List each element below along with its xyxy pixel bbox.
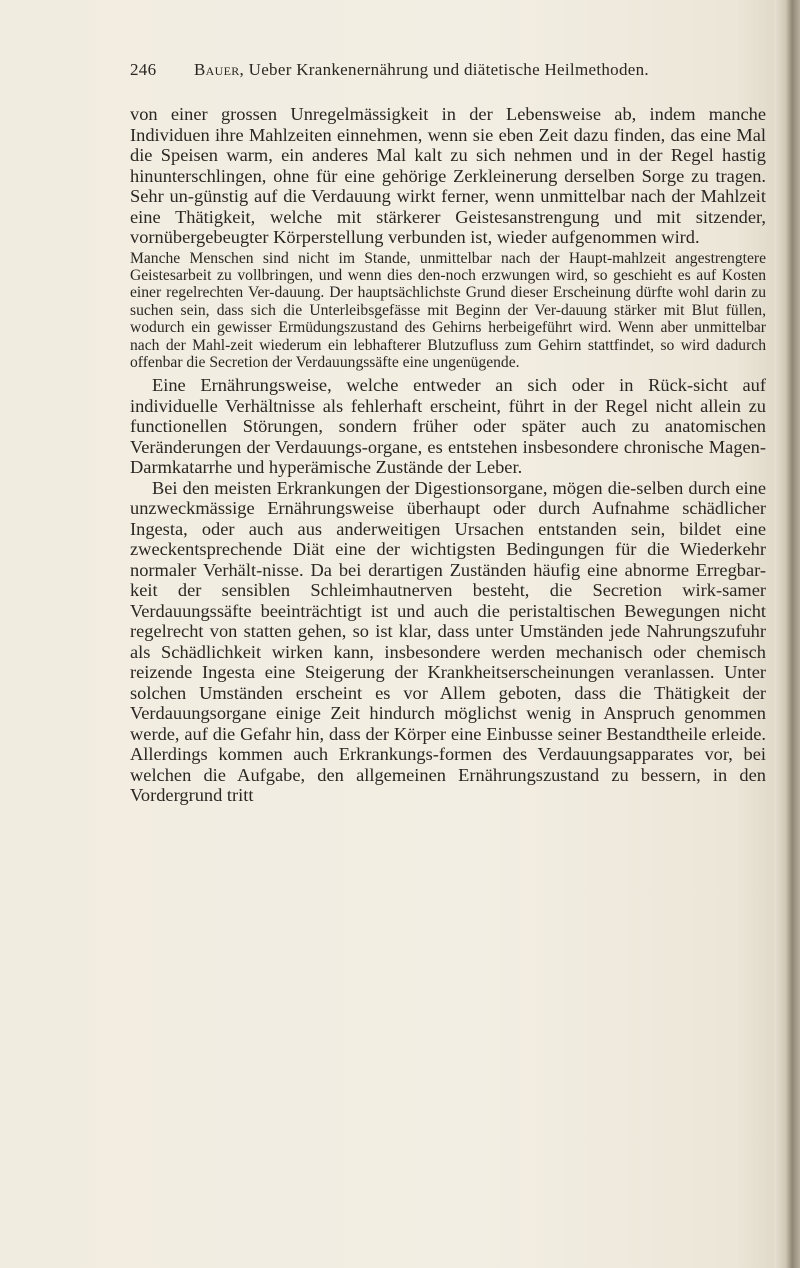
paragraph: Bei den meisten Erkrankungen der Digestionsorgane, mögen die-selben durch eine unzweckmässige Ernährungsweise überhaupt oder durch Aufnahme schädlicher Ingesta, oder auch aus anderweitigen Ursachen entstanden sein, bildet eine zweckentsprechende Diät eine der wichtigsten Bedingungen für die Wiederkehr normaler Verhält-nisse. Da bei derartigen Zuständen häufig eine abnorme Erregbar-keit der sensiblen Schleimhautnerven besteht, die Secretion wirk-samer Verdauungssäfte beeinträchtigt ist und auch die peristaltischen Bewegungen nicht regelrecht von statten gehen, so ist klar, dass unter Umständen jede Nahrungszufuhr als Schädlichkeit wirken kann, insbesondere werden mechanisch oder chemisch reizende Ingesta eine Steigerung der Krankheitserscheinungen veranlassen. Unter solchen Umständen erscheint es vor Allem geboten, dass die Thätigkeit der Verdauungsorgane einige Zeit hindurch möglichst wenig in Anspruch genommen werde, auf die Gefahr hin, dass der Körper eine Einbusse seiner Bestandtheile erleide. Allerdings kommen auch Erkrankungs-formen des Verdauungsapparates vor, bei welchen die Aufgabe, den allgemeinen Ernährungszustand zu bessern, in den Vordergrund tritt [130,477,766,806]
author-name: Bauer, [194,60,245,79]
paragraph: Eine Ernährungsweise, welche entweder an sich oder in Rück-sicht auf individuelle Verhältnisse als fehlerhaft erscheint, führt in der Regel nicht allein zu functionellen Störungen, sondern früher oder später auch zu anatomischen Veränderungen der Verdauungs-organe, es entstehen insbesondere chronische Magen-Darmkatarrhe und hyperämische Zustände der Leber. [130,375,766,478]
article-title: Ueber Krankenernährung und diätetische Heilmethoden. [248,60,649,79]
paragraph: von einer grossen Unregelmässigkeit in der Lebensweise ab, indem manche Individuen ihre Mahlzeiten einnehmen, wenn sie eben Zeit dazu finden, das eine Mal die Speisen warm, ein anderes Mal kalt zu sich nehmen und in der Regel hastig hinunterschlingen, ohne für eine gehörige Zerkleinerung derselben Sorge zu tragen. Sehr un-günstig auf die Verdauung wirkt ferner, wenn unmittelbar nach der Mahlzeit eine Thätigkeit, welche mit stärkerer Geistesanstrengung und mit sitzender, vornübergebeugter Körperstellung verbunden ist, wieder aufgenommen wird. [130,104,766,247]
running-title [194,60,649,80]
running-header [130,60,770,84]
body-text [130,104,766,806]
paragraph-small-print: Manche Menschen sind nicht im Stande, unmittelbar nach der Haupt-mahlzeit angestrengtere Geistesarbeit zu vollbringen, und wenn dies den-noch erzwungen wird, so geschieht es auf Kosten einer regelrechten Ver-dauung. Der hauptsächlichste Grund dieser Erscheinung dürfte wohl darin zu suchen sein, dass sich die Unterleibsgefässe mit Beginn der Ver-dauung stärker mit Blut füllen, wodurch ein gewisser Ermüdungszustand des Gehirns herbeigeführt wird. Wenn aber unmittelbar nach der Mahl-zeit wiederum ein lebhafterer Blutzufluss zum Gehirn stattfindet, so wird dadurch offenbar die Secretion der Verdauungssäfte eine ungenügende. [130,249,766,371]
book-spine-edge [774,0,800,1268]
page-number: 246 [130,60,157,79]
